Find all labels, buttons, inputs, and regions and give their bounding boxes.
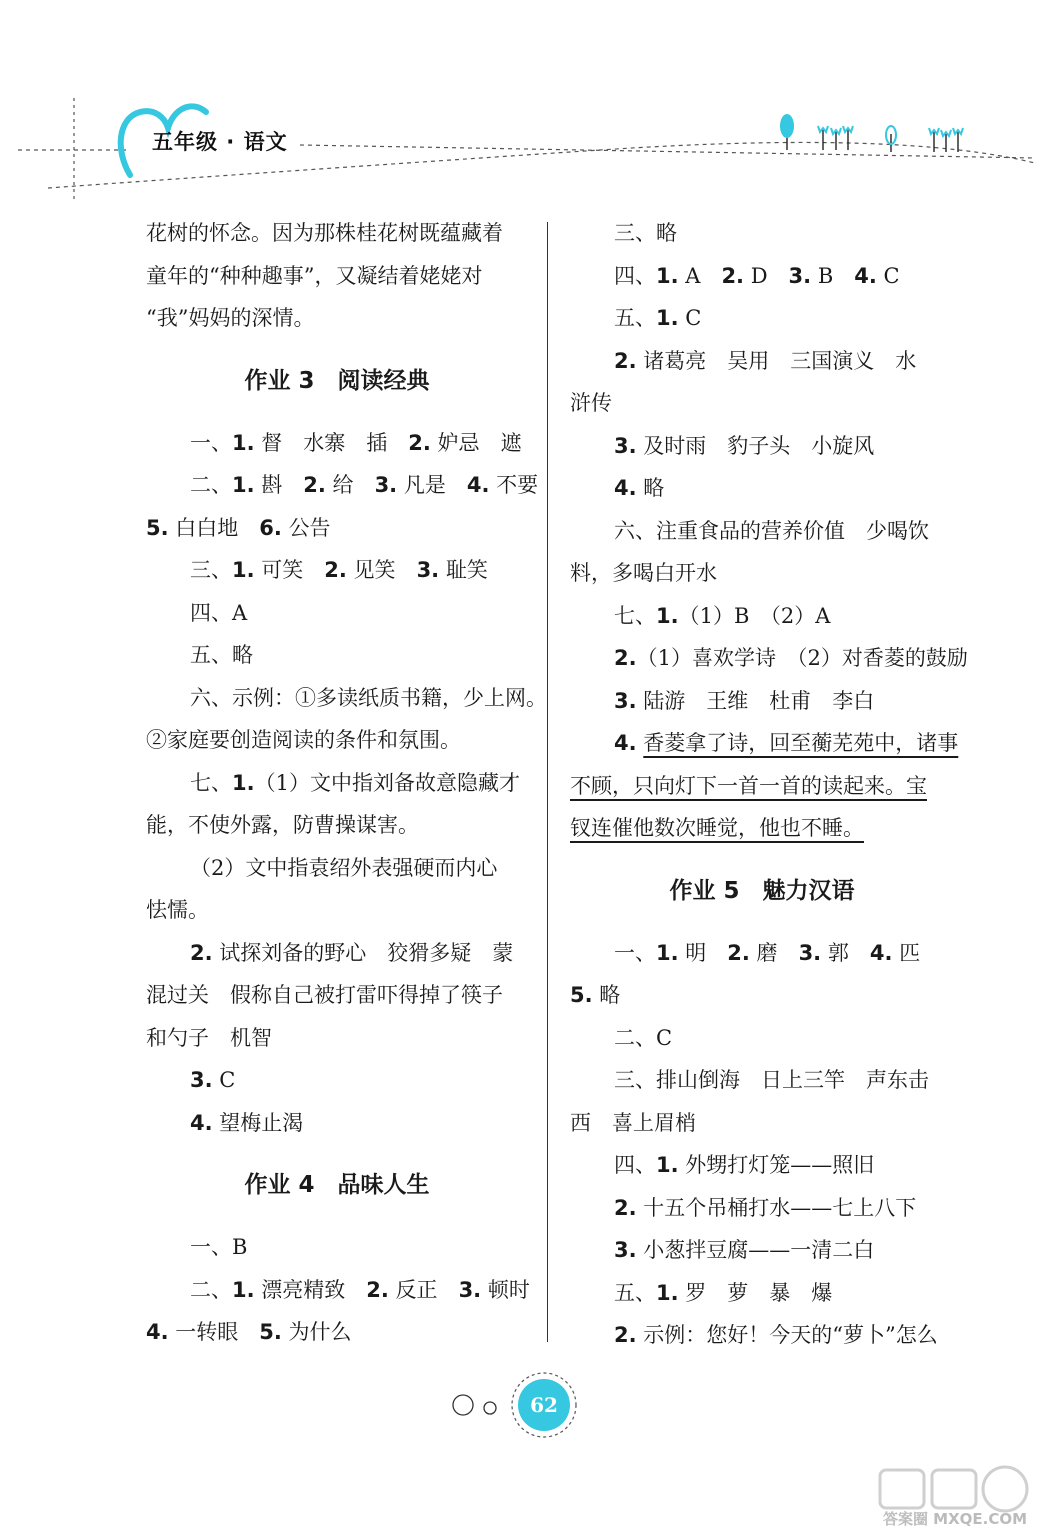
answer-text: （1）文中指刘备故意隐藏才 bbox=[254, 770, 520, 795]
left-text-line bbox=[146, 677, 547, 720]
answer-text: 五、 bbox=[614, 1280, 656, 1305]
question-number: 2. bbox=[721, 263, 745, 288]
question-number: 1. bbox=[656, 1280, 679, 1305]
left-text-line bbox=[146, 847, 528, 890]
left-text-line bbox=[146, 1059, 528, 1102]
right-text-line bbox=[570, 807, 954, 850]
question-number: 3. bbox=[798, 940, 822, 965]
left-text-line bbox=[146, 549, 528, 592]
question-number: 2. bbox=[366, 1277, 389, 1302]
question-number: 2. bbox=[614, 1323, 637, 1347]
right-text-line bbox=[570, 1102, 954, 1145]
right-text-line bbox=[570, 1229, 954, 1272]
question-number: 4. bbox=[466, 473, 490, 497]
answer-text: 四、A bbox=[190, 600, 248, 625]
question-number: 2. bbox=[614, 348, 637, 373]
answer-text: 见笑 bbox=[346, 558, 417, 582]
left-text-line bbox=[146, 1269, 528, 1312]
answer-text: 可笑 bbox=[254, 558, 325, 582]
answer-text: 和勺子 机智 bbox=[146, 1025, 272, 1050]
question-number: 4. bbox=[190, 1110, 213, 1135]
answer-text: 料，多喝白开水 bbox=[570, 561, 717, 585]
answer-text: 试探刘备的野心 狡猾多疑 蒙 bbox=[212, 940, 514, 965]
header-decoration bbox=[0, 0, 1053, 200]
left-text-line bbox=[146, 592, 528, 635]
question-number: 3. bbox=[788, 263, 812, 288]
question-number: 2. bbox=[303, 473, 326, 497]
answer-text: C bbox=[678, 306, 702, 330]
right-text-line bbox=[570, 765, 954, 808]
answer-text: （1）B （2）A bbox=[678, 603, 831, 628]
answer-text: （2）文中指袁绍外表强硬而内心 bbox=[190, 855, 498, 880]
answer-text: 十五个吊桶打水——七上八下 bbox=[636, 1195, 917, 1220]
right-text-line bbox=[570, 552, 954, 595]
answer-text: 香菱拿了诗，回至蘅芜苑中，诸事 bbox=[643, 731, 959, 755]
left-text-line bbox=[146, 1226, 528, 1269]
answer-text: 一、B bbox=[190, 1235, 248, 1259]
question-number: 1. bbox=[656, 306, 679, 330]
right-text-line bbox=[570, 1272, 954, 1315]
answer-text: 漂亮精致 bbox=[254, 1277, 367, 1302]
answer-text: 混过关 假称自己被打雷吓得掉了筷子 bbox=[146, 983, 503, 1007]
answer-text: 及时雨 豹子头 小旋风 bbox=[636, 433, 875, 458]
question-number: 1. bbox=[232, 558, 255, 582]
answer-text: “我”妈妈的深情。 bbox=[146, 306, 315, 330]
question-number: 4. bbox=[869, 940, 893, 965]
left-text-line bbox=[146, 507, 528, 550]
question-number: 1. bbox=[656, 263, 679, 288]
question-number: 1. bbox=[232, 1277, 255, 1302]
answer-text: 一、 bbox=[614, 940, 656, 965]
column-divider bbox=[547, 222, 548, 1342]
question-number: 3. bbox=[458, 1277, 482, 1302]
right-text-line bbox=[570, 510, 954, 553]
right-text-line bbox=[570, 297, 954, 340]
answer-text: 妒忌 遮 bbox=[430, 430, 522, 455]
question-number: 4. bbox=[146, 1320, 169, 1344]
right-text-line bbox=[570, 340, 954, 383]
question-number: 2. bbox=[727, 940, 750, 965]
right-text-line bbox=[570, 637, 968, 680]
answer-text: 三、略 bbox=[614, 221, 677, 245]
left-text-line bbox=[146, 974, 528, 1017]
left-text-line bbox=[146, 422, 528, 465]
answer-text: ②家庭要创造阅读的条件和氛围。 bbox=[146, 728, 461, 752]
question-number: 4. bbox=[614, 476, 637, 500]
right-text-line bbox=[570, 1144, 954, 1187]
question-number: 2. bbox=[408, 430, 431, 455]
right-text-line bbox=[570, 1017, 954, 1060]
question-number: 3. bbox=[416, 558, 440, 582]
answer-text: 五、 bbox=[614, 306, 656, 330]
right-text-line bbox=[570, 425, 954, 468]
answer-text: 略 bbox=[636, 476, 665, 500]
left-text-line bbox=[146, 762, 528, 805]
question-number: 2. bbox=[324, 558, 347, 582]
answer-text: 西 喜上眉梢 bbox=[570, 1110, 696, 1135]
left-text-line bbox=[146, 297, 528, 340]
answer-text: 为什么 bbox=[281, 1320, 352, 1344]
answer-text: 望梅止渴 bbox=[212, 1110, 304, 1135]
answer-text: 花树的怀念。因为那株桂花树既蕴藏着 bbox=[146, 221, 503, 245]
answer-text: 四、 bbox=[614, 263, 656, 288]
answer-text: 六、示例：①多读纸质书籍，少上网。 bbox=[190, 685, 547, 710]
answer-text: 凡是 bbox=[397, 473, 467, 497]
left-text-line bbox=[146, 889, 528, 932]
left-column bbox=[146, 212, 547, 1354]
left-text-line bbox=[146, 255, 528, 298]
page-header bbox=[0, 0, 1053, 200]
answer-text: 四、 bbox=[614, 1153, 656, 1177]
answer-text: 浒传 bbox=[570, 391, 612, 415]
answer-text: 作业 4 品味人生 bbox=[244, 1172, 430, 1198]
answer-text: 五、略 bbox=[190, 643, 253, 667]
right-text-line bbox=[570, 932, 954, 975]
answer-text: 七、 bbox=[614, 603, 656, 628]
left-text-line bbox=[146, 804, 528, 847]
answer-text: 一、 bbox=[190, 430, 232, 455]
left-section-heading bbox=[146, 340, 528, 422]
question-number: 3. bbox=[614, 1238, 637, 1262]
answer-text: 督 水寨 插 bbox=[254, 430, 409, 455]
answer-text: 作业 3 阅读经典 bbox=[244, 367, 430, 394]
answer-text: 反正 bbox=[388, 1277, 459, 1302]
right-text-line bbox=[570, 1187, 954, 1230]
question-number: 2. bbox=[614, 646, 637, 670]
question-number: 3. bbox=[374, 473, 398, 497]
page-number: 62 bbox=[530, 1393, 558, 1417]
question-number: 2. bbox=[614, 1195, 637, 1220]
right-text-line bbox=[570, 467, 954, 510]
question-number: 5. bbox=[259, 1320, 282, 1344]
answer-text: 给 bbox=[325, 473, 375, 497]
answer-text: 郭 bbox=[821, 940, 870, 965]
answer-text: 匹 bbox=[892, 940, 921, 965]
right-text-line bbox=[570, 382, 954, 425]
answer-text: 作业 5 魅力汉语 bbox=[669, 877, 855, 904]
answer-text: 二、C bbox=[614, 1025, 673, 1050]
right-text-line bbox=[570, 255, 954, 298]
answer-text: 怯懦。 bbox=[146, 898, 209, 922]
right-section-heading bbox=[570, 850, 954, 932]
answer-text: 能，不使外露，防曹操谋害。 bbox=[146, 813, 419, 837]
answer-text: 陆游 王维 杜甫 李白 bbox=[636, 688, 875, 713]
answer-text: D bbox=[744, 263, 789, 288]
question-number: 1. bbox=[656, 1153, 679, 1177]
answer-text: 钗连催他数次睡觉，他也不睡。 bbox=[570, 816, 864, 840]
answer-text: 示例：您好！今天的“萝卜”怎么 bbox=[636, 1323, 938, 1347]
right-text-line bbox=[570, 680, 954, 723]
answer-text: 三、排山倒海 日上三竿 声东击 bbox=[614, 1068, 929, 1092]
answer-text: 二、 bbox=[190, 473, 232, 497]
left-text-line bbox=[146, 1017, 528, 1060]
answer-text: （1）喜欢学诗 （2）对香菱的鼓励 bbox=[636, 646, 968, 670]
answer-text: A bbox=[678, 263, 722, 288]
left-text-line bbox=[146, 1311, 528, 1354]
answer-text: 罗 萝 暴 爆 bbox=[678, 1280, 833, 1305]
right-text-line bbox=[570, 595, 954, 638]
header-title: 五年级 · 语文 bbox=[152, 130, 288, 154]
page-footer bbox=[0, 1360, 1053, 1536]
answer-text: 白白地 bbox=[168, 515, 260, 540]
right-text-line bbox=[570, 1314, 954, 1357]
right-column bbox=[570, 212, 968, 1357]
right-text-line bbox=[570, 974, 954, 1017]
left-text-line bbox=[146, 212, 528, 255]
answer-text: C bbox=[876, 263, 900, 288]
left-text-line bbox=[146, 634, 528, 677]
question-number: 1. bbox=[656, 603, 679, 628]
answer-text: 小葱拌豆腐——一清二白 bbox=[636, 1238, 875, 1262]
answer-text: 不要 bbox=[489, 473, 539, 497]
answer-text: 耻笑 bbox=[439, 558, 488, 582]
answer-text: 七、 bbox=[190, 770, 232, 795]
question-number: 1. bbox=[656, 940, 679, 965]
left-text-line bbox=[146, 1102, 528, 1145]
answer-text: 磨 bbox=[749, 940, 799, 965]
right-text-line bbox=[570, 1059, 954, 1102]
answer-text: 三、 bbox=[190, 558, 232, 582]
answer-text: 明 bbox=[678, 940, 728, 965]
question-number: 6. bbox=[259, 515, 282, 540]
question-number: 5. bbox=[570, 983, 593, 1007]
answer-text: 不顾，只向灯下一首一首的读起来。宝 bbox=[570, 773, 927, 798]
right-text-line bbox=[570, 212, 954, 255]
answer-text: 童年的“种种趣事”，又凝结着姥姥对 bbox=[146, 263, 483, 288]
answer-text: B bbox=[811, 263, 855, 288]
question-number: 1. bbox=[232, 770, 255, 795]
question-number: 3. bbox=[190, 1068, 213, 1092]
answer-text: 公告 bbox=[281, 515, 331, 540]
answer-text: C bbox=[212, 1068, 236, 1092]
question-number: 3. bbox=[614, 433, 637, 458]
question-number: 1. bbox=[232, 430, 255, 455]
answer-text: 二、 bbox=[190, 1277, 232, 1302]
question-number: 5. bbox=[146, 515, 169, 540]
question-number: 4. bbox=[854, 263, 877, 288]
watermark: 答案圈 MXQE.COM bbox=[882, 1510, 1028, 1528]
answer-text: 略 bbox=[592, 983, 621, 1007]
question-number: 2. bbox=[190, 940, 213, 965]
question-number: 3. bbox=[614, 688, 637, 713]
left-text-line bbox=[146, 719, 528, 762]
answer-text: 顿时 bbox=[481, 1277, 530, 1302]
answer-text: 外甥打灯笼——照旧 bbox=[678, 1153, 875, 1177]
answer-text: 斟 bbox=[254, 473, 304, 497]
answer-text: 一转眼 bbox=[168, 1320, 260, 1344]
right-text-line bbox=[570, 722, 959, 765]
answer-text: 六、注重食品的营养价值 少喝饮 bbox=[614, 518, 929, 543]
left-text-line bbox=[146, 932, 528, 975]
answer-text: 诸葛亮 吴用 三国演义 水 bbox=[636, 348, 917, 373]
left-section-heading bbox=[146, 1144, 528, 1226]
question-number: 4. bbox=[614, 731, 637, 755]
question-number: 1. bbox=[232, 473, 255, 497]
left-text-line bbox=[146, 464, 539, 507]
